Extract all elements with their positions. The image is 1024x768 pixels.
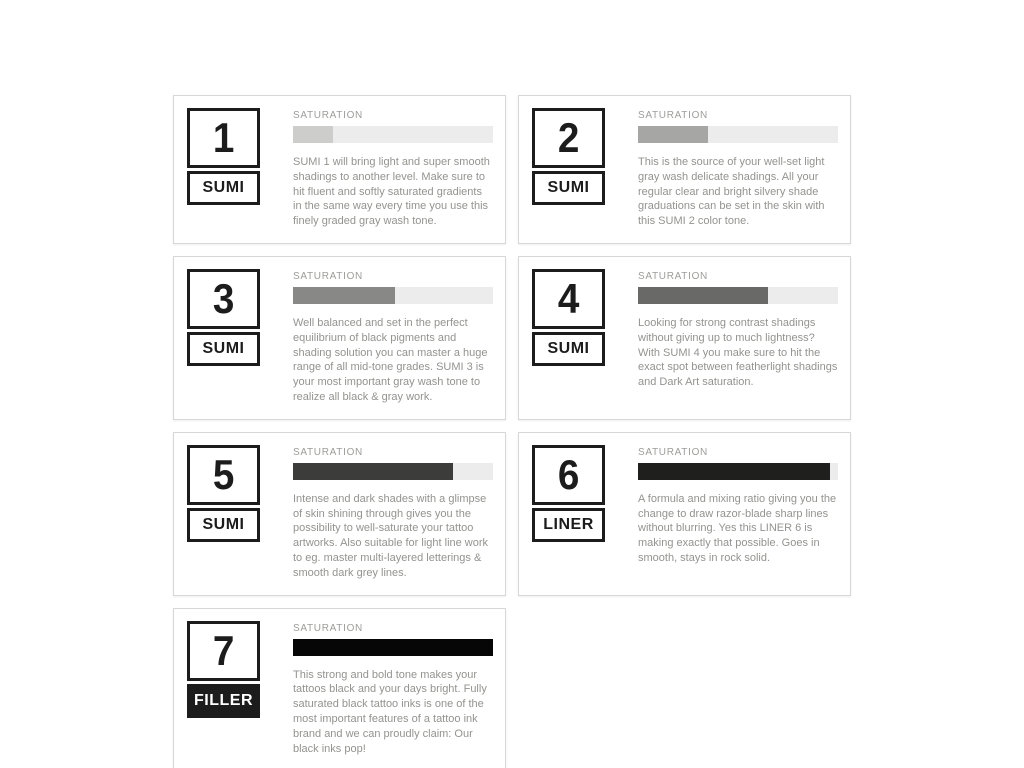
saturation-bar-track (638, 463, 838, 480)
saturation-bar-track (638, 287, 838, 304)
product-description: SUMI 1 will bring light and super smooth shadings to another level. Make sure to hit fluent and softly saturated gradients in the same way every time you use this finely graded gray wash tone. (293, 156, 490, 228)
product-description: This strong and bold tone makes your tattoos black and your days bright. Fully saturated black tattoo inks is one of the most important features of a tattoo ink brand and we can proudly claim: Our black inks pop! (293, 668, 487, 755)
product-details (293, 108, 493, 229)
product-number-box (532, 269, 605, 329)
saturation-bar-fill (638, 287, 768, 304)
product-badge (532, 269, 605, 366)
product-number-box (532, 445, 605, 505)
saturation-heading: SATURATION (293, 110, 363, 121)
product-label-box (532, 508, 605, 542)
saturation-bar-fill (293, 463, 453, 480)
product-card-sumi-2 (518, 95, 851, 244)
product-card-filler-7 (173, 608, 506, 768)
product-details (293, 445, 493, 581)
product-label: SUMI (547, 179, 590, 196)
product-number: 5 (213, 450, 234, 498)
saturation-bar-track (293, 126, 493, 143)
product-description: A formula and mixing ratio giving you the change to draw razor-blade sharp lines without blurring. Yes this LINER 6 is making exactly that possible. Goes in smooth, stays in rock solid. (638, 492, 837, 564)
product-details (293, 269, 493, 405)
product-details (638, 269, 838, 390)
product-card-liner-6 (518, 432, 851, 596)
saturation-heading: SATURATION (293, 270, 363, 282)
product-number-box (187, 621, 260, 681)
product-badge (187, 108, 260, 205)
product-number: 1 (213, 114, 234, 161)
saturation-bar-fill (293, 287, 395, 304)
product-number-box (187, 269, 260, 329)
product-label: SUMI (202, 515, 245, 533)
product-badge (532, 445, 605, 542)
product-label-box (532, 171, 605, 205)
product-card-grid (173, 95, 851, 768)
product-number-box (187, 108, 260, 168)
product-number: 4 (558, 274, 579, 322)
product-badge (532, 108, 605, 205)
product-description: Looking for strong contrast shadings without giving up to much lightness? With SUMI 4 you make sure to hit the exact spot between featherlight shadings and Dark Art saturation. (638, 316, 838, 389)
product-number: 3 (213, 274, 234, 322)
product-details (638, 108, 838, 229)
saturation-heading: SATURATION (638, 446, 708, 458)
product-label: LINER (543, 515, 594, 533)
saturation-bar-fill (293, 639, 493, 656)
saturation-heading: SATURATION (293, 446, 363, 458)
product-badge (187, 621, 260, 718)
product-number-box (532, 108, 605, 168)
product-label: SUMI (202, 179, 245, 196)
product-label-box (187, 684, 260, 718)
saturation-bar-track (293, 287, 493, 304)
product-number: 6 (558, 450, 579, 498)
saturation-bar-fill (638, 126, 708, 143)
product-label: SUMI (547, 339, 590, 357)
product-label: SUMI (202, 339, 245, 357)
saturation-bar-fill (293, 126, 333, 143)
product-description: Intense and dark shades with a glimpse of skin shining through gives you the possibility to well-saturate your tattoo artworks. Also suitable for light line work to eg. master multi-layered letterings & smooth dark grey lines. (293, 492, 489, 579)
product-badge (187, 269, 260, 366)
saturation-bar-track (293, 463, 493, 480)
product-label-box (187, 332, 260, 366)
product-label-box (187, 508, 260, 542)
product-card-sumi-1 (173, 95, 506, 244)
product-number: 7 (213, 626, 234, 674)
saturation-bar-track (293, 639, 493, 656)
product-number-box (187, 445, 260, 505)
product-label-box (532, 332, 605, 366)
saturation-heading: SATURATION (293, 622, 363, 634)
product-badge (187, 445, 260, 542)
product-number: 2 (558, 114, 579, 161)
product-description: This is the source of your well-set light gray wash delicate shadings. All your regular clear and bright silvery shade graduations can be set in the skin with this SUMI 2 color tone. (638, 156, 825, 228)
product-label: FILLER (194, 691, 253, 709)
saturation-bar-track (638, 126, 838, 143)
product-card-sumi-4 (518, 256, 851, 420)
product-card-sumi-5 (173, 432, 506, 596)
saturation-bar-fill (638, 463, 830, 480)
product-details (638, 445, 838, 566)
product-card-sumi-3 (173, 256, 506, 420)
saturation-heading: SATURATION (638, 110, 708, 121)
product-label-box (187, 171, 260, 205)
product-description: Well balanced and set in the perfect equilibrium of black pigments and shading solution you can master a huge range of all mid-tone grades. SUMI 3 is your most important gray wash tone to realize all black & gray work. (293, 316, 488, 403)
saturation-heading: SATURATION (638, 270, 708, 282)
product-details (293, 621, 493, 757)
